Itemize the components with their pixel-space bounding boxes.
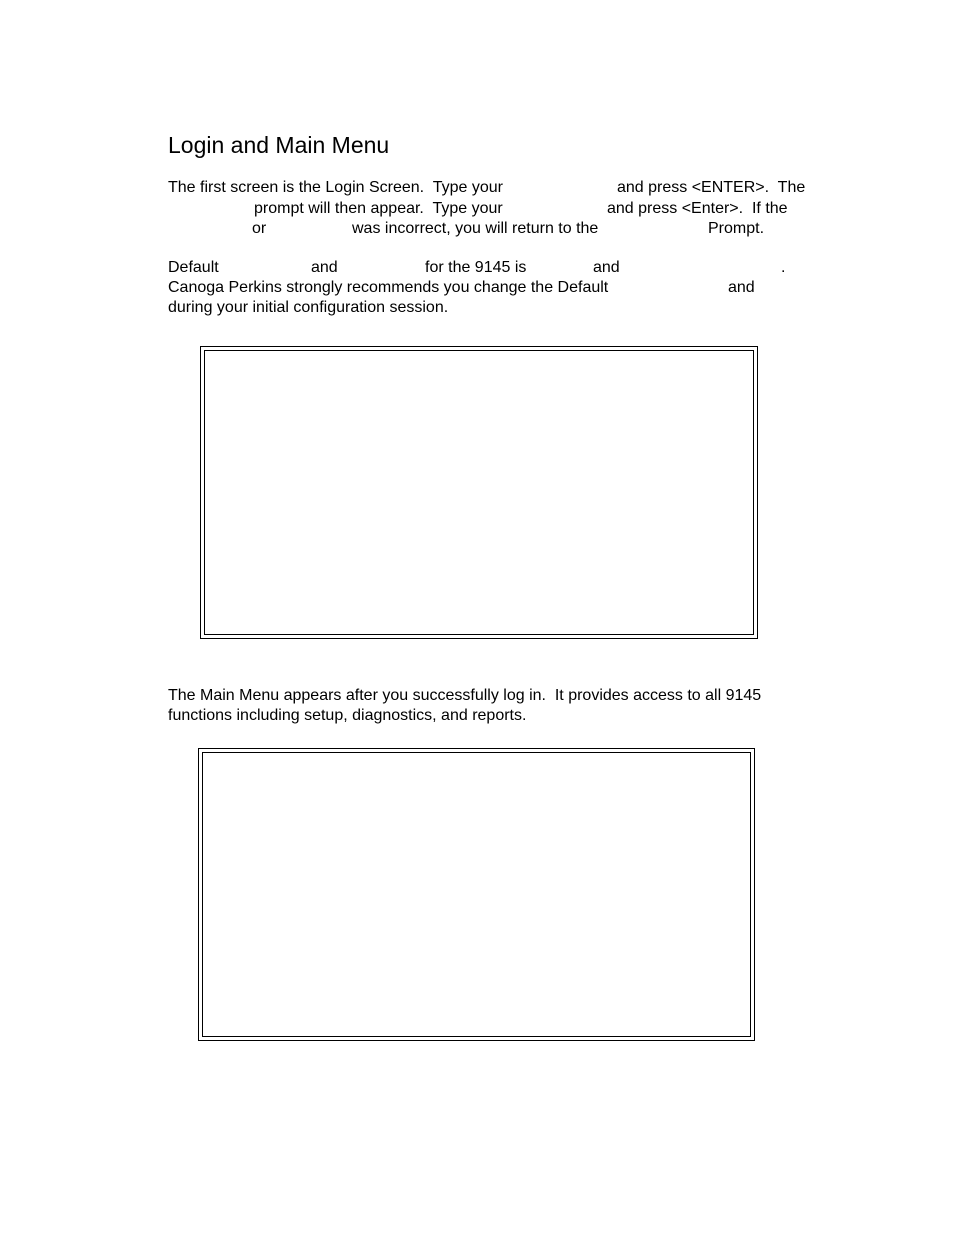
login-screen-figure xyxy=(200,346,758,639)
main-menu-figure xyxy=(198,748,755,1041)
intro-line-3b: was incorrect, you will return to the xyxy=(352,220,599,237)
main-menu-figure-inner xyxy=(202,752,751,1037)
defaults-line-1b: and xyxy=(311,259,338,276)
defaults-line-1e: . xyxy=(781,259,786,276)
intro-line-1a: The first screen is the Login Screen. Type your xyxy=(168,179,503,196)
intro-line-3a: or xyxy=(252,220,267,237)
defaults-line-1c: for the 9145 is xyxy=(425,259,527,276)
login-screen-figure-inner xyxy=(204,350,754,635)
defaults-line-2a: Canoga Perkins strongly recommends you change the Default xyxy=(168,279,609,296)
defaults-line-1d: and xyxy=(593,259,620,276)
intro-line-3c: Prompt. xyxy=(708,220,765,237)
main-menu-line-2: functions including setup, diagnostics, and reports. xyxy=(168,707,527,724)
intro-line-1b: and press <ENTER>. The xyxy=(617,179,806,196)
defaults-line-3: during your initial configuration session. xyxy=(168,299,449,316)
section-heading: Login and Main Menu xyxy=(168,132,390,158)
defaults-line-2b: and xyxy=(728,279,755,296)
intro-line-2a: prompt will then appear. Type your xyxy=(254,200,503,217)
defaults-line-1a: Default xyxy=(168,259,219,276)
intro-line-2b: and press <Enter>. If the xyxy=(607,200,788,217)
main-menu-line-1: The Main Menu appears after you successfully log in. It provides access to all 9145 xyxy=(168,687,762,704)
